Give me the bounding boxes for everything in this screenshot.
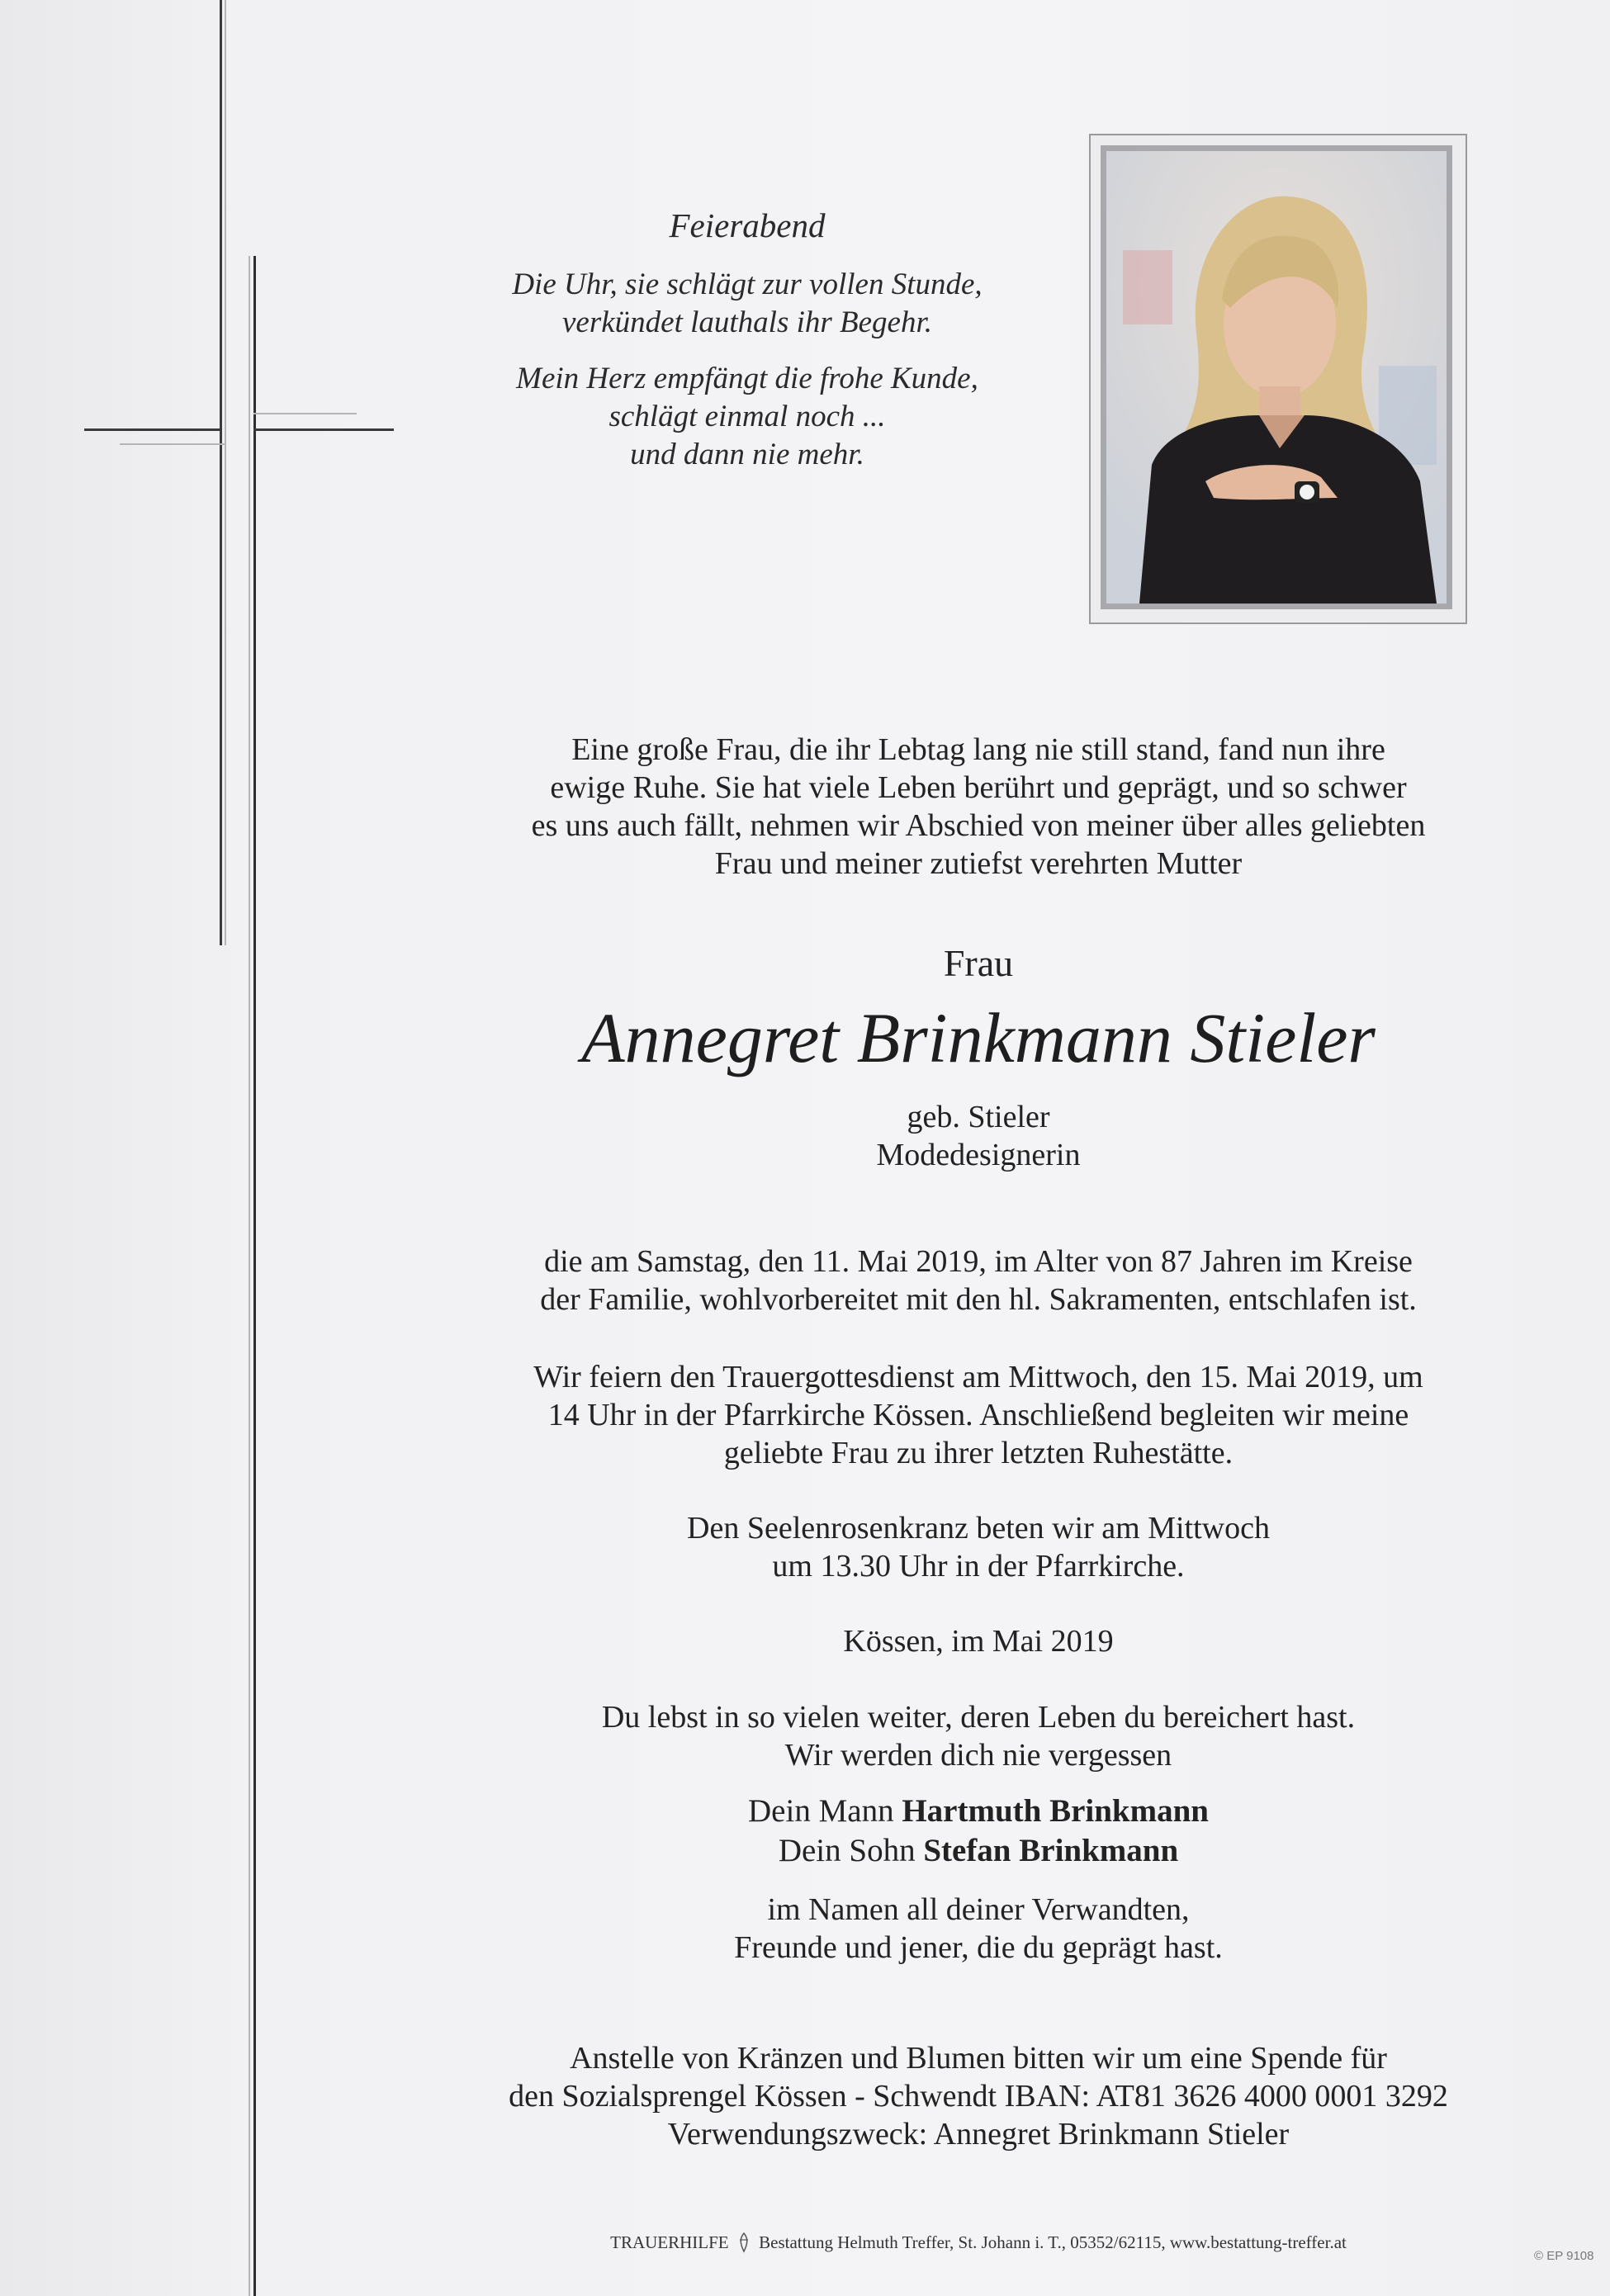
text-line: Freunde und jener, die du geprägt hast. xyxy=(734,1930,1223,1965)
poem-stanza xyxy=(462,266,1032,342)
text-line: es uns auch fällt, nehmen wir Abschied von meiner über alles geliebten xyxy=(531,808,1426,843)
cross-line xyxy=(120,443,225,445)
profession: Modedesignerin xyxy=(876,1138,1081,1172)
funeral-info xyxy=(462,1358,1494,1472)
text-line: geliebte Frau zu ihrer letzten Ruhestätte. xyxy=(723,1436,1234,1470)
on-behalf-text xyxy=(462,1891,1494,1967)
intro-text xyxy=(462,731,1494,883)
text-line: 14 Uhr in der Pfarrkirche Kössen. Anschließend begleiten wir meine xyxy=(547,1398,1409,1432)
cross-line xyxy=(249,256,250,2296)
text-line: im Namen all deiner Verwandten, xyxy=(767,1892,1190,1927)
text-line: Anstelle von Kränzen und Blumen bitten wir um eine Spende für xyxy=(570,2041,1387,2076)
poem-line: verkündet lauthals ihr Begehr. xyxy=(561,305,933,339)
birth-name: geb. Stieler xyxy=(907,1100,1050,1134)
print-code: © EP 9108 xyxy=(1534,2249,1594,2263)
funeral-home-logo-icon xyxy=(736,2232,751,2253)
portrait-photo xyxy=(1101,145,1452,609)
portrait-illustration xyxy=(1106,151,1447,604)
place-date: Kössen, im Mai 2019 xyxy=(843,1624,1114,1659)
mourner-relation: Dein Mann xyxy=(748,1793,894,1829)
text-line: Frau und meiner zutiefst verehrten Mutter xyxy=(714,846,1243,881)
text-line: ewige Ruhe. Sie hat viele Leben berührt und geprägt, und so schwer xyxy=(550,770,1407,805)
farewell-text xyxy=(462,1698,1494,1774)
poem-line: Die Uhr, sie schlägt zur vollen Stunde, xyxy=(512,267,983,301)
mourner-relation: Dein Sohn xyxy=(778,1833,916,1868)
poem-line: und dann nie mehr. xyxy=(630,438,864,471)
text-line: der Familie, wohlvorbereitet mit den hl. Sakramenten, entschlafen ist. xyxy=(540,1282,1417,1317)
salutation: Frau xyxy=(943,942,1014,984)
cross-line xyxy=(253,256,256,2296)
poem-stanza xyxy=(462,360,1032,474)
cross-line xyxy=(225,0,226,945)
poem-line: schlägt einmal noch ... xyxy=(608,400,886,433)
cross-line xyxy=(84,428,221,431)
donation-info xyxy=(462,2039,1494,2153)
text-line: Eine große Frau, die ihr Lebtag lang nie still stand, fand nun ihre xyxy=(571,732,1385,767)
mourner-name: Hartmuth Brinkmann xyxy=(902,1793,1209,1829)
text-line: Den Seelenrosenkranz beten wir am Mittwoch xyxy=(687,1511,1270,1546)
text-line: Verwendungszweck: Annegret Brinkmann Stieler xyxy=(667,2117,1290,2152)
mourners xyxy=(462,1792,1494,1871)
mourner-line xyxy=(462,1792,1494,1831)
footer-details: Bestattung Helmuth Treffer, St. Johann i. T., 05352/62115, www.bestattung-treffer.at xyxy=(759,2232,1347,2252)
text-line: Wir feiern den Trauergottesdienst am Mittwoch, den 15. Mai 2019, um xyxy=(533,1360,1423,1394)
poem-line: Mein Herz empfängt die frohe Kunde, xyxy=(516,362,978,395)
footer xyxy=(462,2231,1494,2254)
text-line: Wir werden dich nie vergessen xyxy=(784,1738,1172,1773)
death-notice xyxy=(462,1243,1494,1318)
poem xyxy=(462,206,1032,492)
deceased-info xyxy=(462,1098,1494,1174)
poem-title: Feierabend xyxy=(669,206,826,244)
cross-line xyxy=(220,0,222,945)
cross-line xyxy=(253,428,394,431)
deceased-name: Annegret Brinkmann Stieler xyxy=(581,998,1376,1077)
text-line: den Sozialsprengel Kössen - Schwendt IBAN: AT81 3626 4000 0001 3292 xyxy=(509,2079,1448,2114)
mourner-line xyxy=(462,1831,1494,1871)
mourner-name: Stefan Brinkmann xyxy=(923,1833,1179,1868)
portrait-frame xyxy=(1089,134,1467,624)
footer-brand: TRAUERHILFE xyxy=(610,2232,729,2252)
rosary-info xyxy=(462,1509,1494,1585)
text-line: Du lebst in so vielen weiter, deren Leben du bereichert hast. xyxy=(601,1700,1356,1735)
text-line: um 13.30 Uhr in der Pfarrkirche. xyxy=(772,1549,1185,1584)
cross-line xyxy=(253,413,357,414)
text-line: die am Samstag, den 11. Mai 2019, im Alter von 87 Jahren im Kreise xyxy=(544,1244,1413,1279)
